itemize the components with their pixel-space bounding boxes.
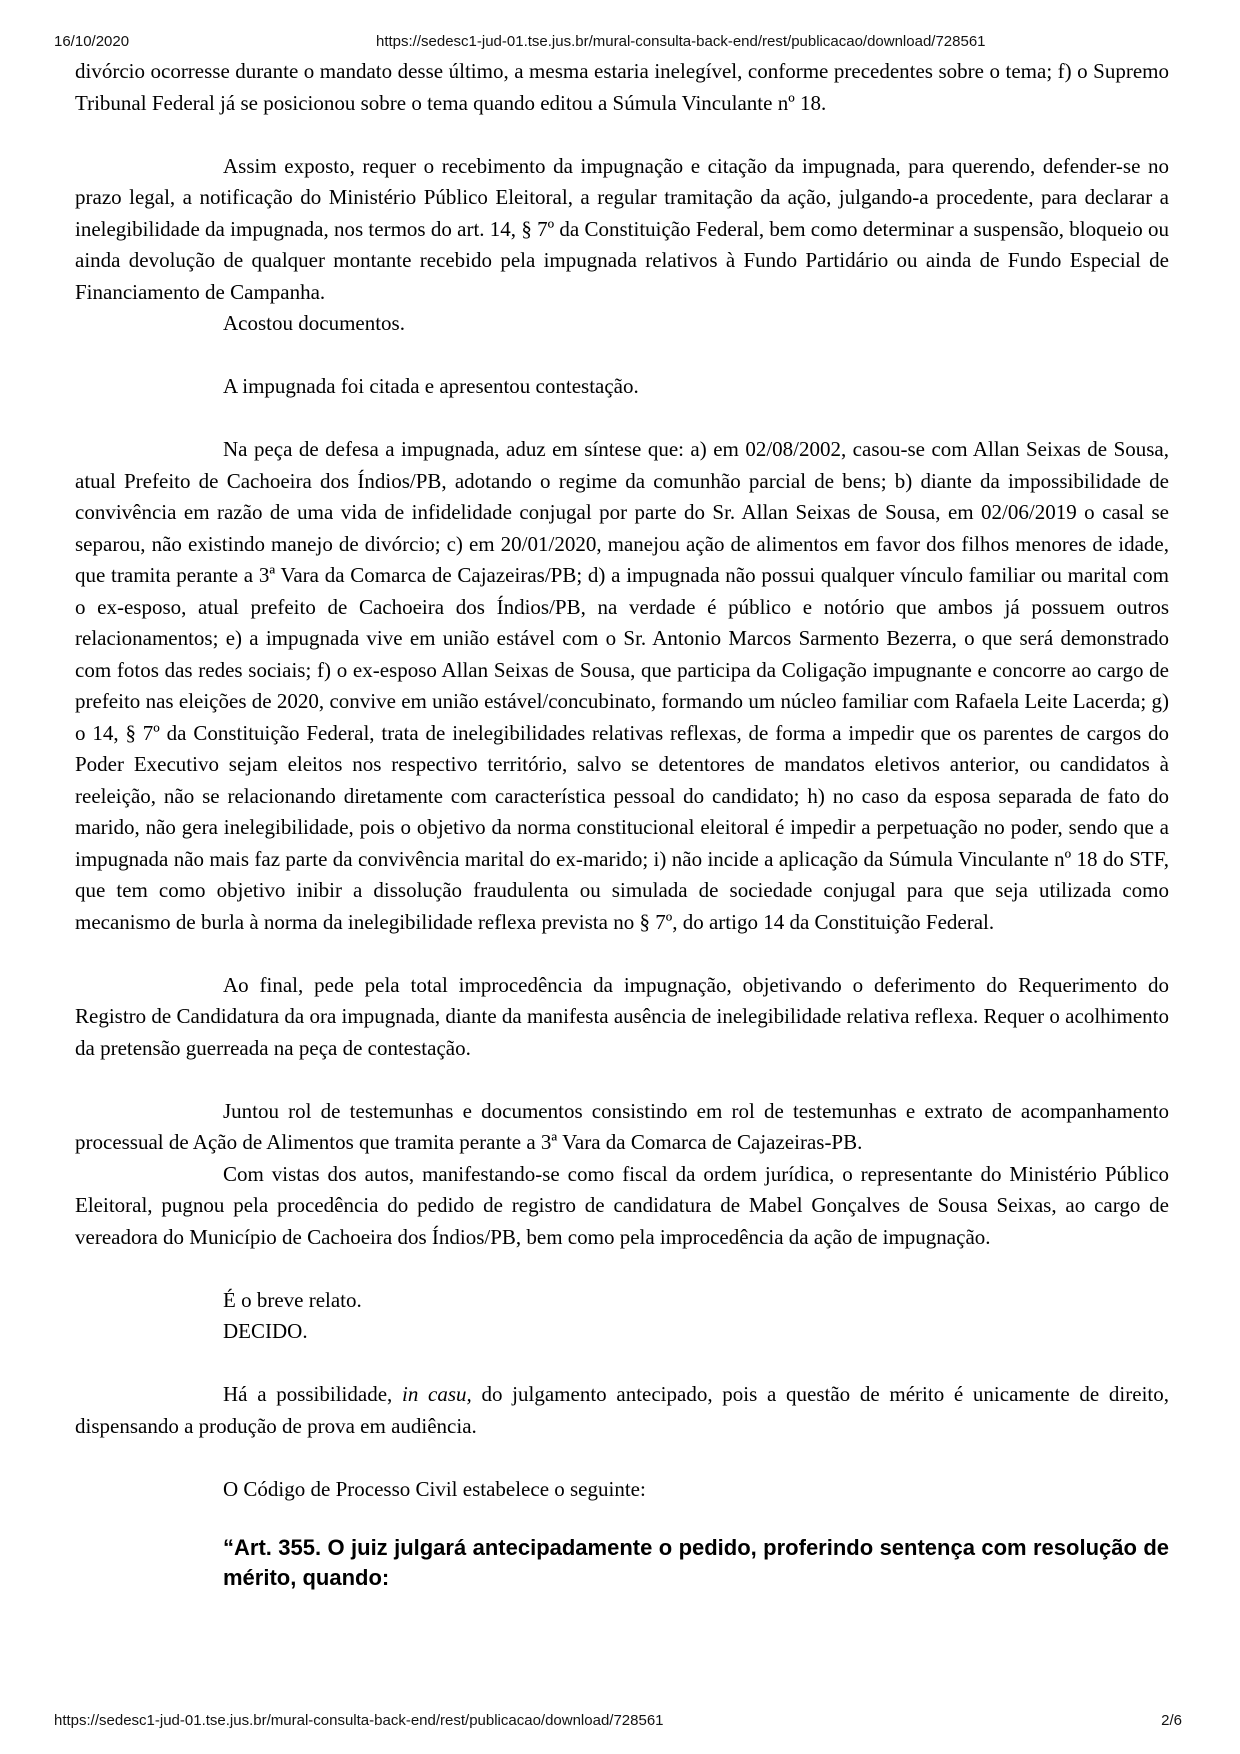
paragraph-decision: DECIDO. <box>223 1319 308 1343</box>
paragraph-request: Assim exposto, requer o recebimento da impugnação e citação da impugnada, para querendo, defender-se no prazo legal, a notificação do Ministério Público Eleitoral, a regular tramitação da ação, julgando-a procedente, para declarar a inelegibilidade da impugnada, nos termos do art. 14, § 7º da Constituição Federal, bem como determinar a suspensão, bloqueio ou ainda devolução de qualquer montante recebido pela impugnada relativos à Fundo Partidário ou ainda de Fundo Especial de Financiamento de Campanha. <box>75 153 1169 304</box>
paragraph-early-judgment: Há a possibilidade, in casu, do julgamento antecipado, pois a questão de mérito é unicamente de direito, dispensando a produção de prova em audiência. <box>75 1382 1169 1438</box>
print-header-url: https://sedesc1-jud-01.tse.jus.br/mural-consulta-back-end/rest/publicacao/download/728561 <box>376 33 986 50</box>
print-footer <box>0 1712 1240 1732</box>
paragraph-final-request: Ao final, pede pela total improcedência da impugnação, objetivando o deferimento do Requerimento do Registro de Candidatura da ora impugnada, diante da manifesta ausência de inelegibilidade relativa reflexa. Requer o acolhimento da pretensão guerreada na peça de contestação. <box>75 972 1169 1060</box>
print-date: 16/10/2020 <box>54 33 130 50</box>
paragraph-continuation: divórcio ocorresse durante o mandato desse último, a mesma estaria inelegível, conforme precedentes sobre o tema; f) o Supremo Tribunal Federal já se posicionou sobre o tema quando editou a Súmula Vinculante nº 18. <box>75 59 1169 115</box>
italic-in-casu: in casu, <box>402 1382 472 1406</box>
quote-art-355: “Art. 355. O juiz julgará antecipadamente o pedido, proferindo sentença com resolução de mérito, quando: <box>223 1535 1169 1590</box>
paragraph-report: É o breve relato. <box>223 1287 362 1312</box>
page-number: 2/6 <box>1161 1712 1182 1729</box>
paragraph-citation: A impugnada foi citada e apresentou contestação. <box>223 374 639 398</box>
paragraph-prosecutor: Com vistas dos autos, manifestando-se como fiscal da ordem jurídica, o representante do Ministério Público Eleitoral, pugnou pela procedência do pedido de registro de candidatura de Mabel Gonçalves de Sousa Seixas, ao cargo de vereadora do Município de Cachoeira dos Índios/PB, bem como pela improcedência da ação de impugnação. <box>75 1161 1169 1249</box>
paragraph-documents: Acostou documentos. <box>223 311 405 335</box>
paragraph-defense: Na peça de defesa a impugnada, aduz em síntese que: a) em 02/08/2002, casou-se com Allan Seixas de Sousa, atual Prefeito de Cachoeira dos Índios/PB, adotando o regime da comunhão parcial de bens; b) diante da impossibilidade de convivência em razão de uma vida de infidelidade conjugal por parte do Sr. Allan Seixas de Sousa, em 02/06/2019 o casal se separou, não existindo manejo de divórcio; c) em 20/01/2020, manejou ação de alimentos em favor dos filhos menores de idade, que tramita perante a 3ª Vara da Comarca de Cajazeiras/PB; d) a impugnada não possui qualquer vínculo familiar ou marital com o ex-esposo, atual prefeito de Cachoeira dos Índios/PB, na verdade é público e notório que ambos já possuem outros relacionamentos; e) a impugnada vive em união estável com o Sr. Antonio Marcos Sarmento Bezerra, o que será demonstrado com fotos das redes sociais; f) o ex-esposo Allan Seixas de Sousa, que participa da Coligação impugnante e concorre ao cargo de prefeito nas eleições de 2020, convive em união estável/concubinato, formando um núcleo familiar com Rafaela Leite Lacerda; g) o 14, § 7º da Constituição Federal, trata de inelegibilidades relativas reflexas, de forma a impedir que os parentes de cargos do Poder Executivo sejam eleitos nos respectivo território, salvo se detentores de mandatos eletivos anterior, ou candidatos à reeleição, não se relacionando diretamente com característica pessoal do candidato; h) no caso da esposa separada de fato do marido, não gera inelegibilidade, pois o objetivo da norma constitucional eleitoral é impedir a perpetuação no poder, sendo que a impugnada não mais faz parte da convivência marital do ex-marido; i) não incide a aplicação da Súmula Vinculante nº 18 do STF, que tem como objetivo inibir a dissolução fraudulenta ou simulada de sociedade conjugal para que seja utilizada como mecanismo de burla à norma da inelegibilidade reflexa prevista no § 7º, do artigo 14 da Constituição Federal. <box>75 437 1169 934</box>
print-footer-url: https://sedesc1-jud-01.tse.jus.br/mural-consulta-back-end/rest/publicacao/download/728561 <box>54 1712 664 1729</box>
paragraph-witnesses: Juntou rol de testemunhas e documentos consistindo em rol de testemunhas e extrato de acompanhamento processual de Ação de Alimentos que tramita perante a 3ª Vara da Comarca de Cajazeiras-PB. <box>75 1098 1169 1154</box>
document-body <box>75 56 1169 1593</box>
paragraph-cpc-intro: O Código de Processo Civil estabelece o seguinte: <box>223 1476 646 1501</box>
print-header <box>0 33 1240 53</box>
